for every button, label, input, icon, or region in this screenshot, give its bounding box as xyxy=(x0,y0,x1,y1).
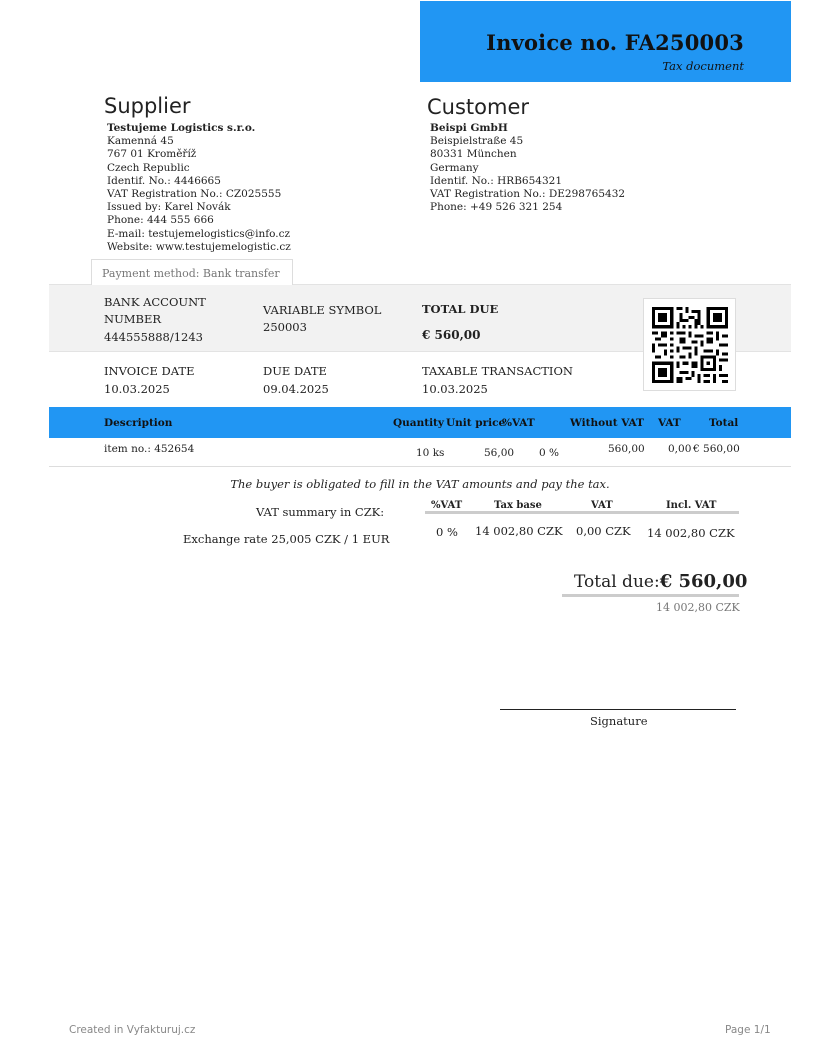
reverse-charge-note: The buyer is obligated to fill in the VAT amounts and pay the tax. xyxy=(230,477,610,491)
taxable-transaction-label: TAXABLE TRANSACTION xyxy=(422,364,573,378)
signature-label: Signature xyxy=(590,714,648,728)
col-vat: VAT xyxy=(658,417,681,429)
grand-total-label: Total due: xyxy=(574,572,660,592)
due-date-value: 09.04.2025 xyxy=(263,382,329,396)
item-description: item no.: 452654 xyxy=(104,443,195,455)
customer-details xyxy=(430,122,625,214)
invoice-title: Invoice no. FA250003 xyxy=(486,30,744,55)
grand-total-value: € 560,00 xyxy=(659,571,748,592)
customer-line: Phone: +49 526 321 254 xyxy=(430,201,563,214)
vat-col-percent: %VAT xyxy=(431,500,463,511)
customer-line: 80331 München xyxy=(430,148,517,161)
variable-symbol-value: 250003 xyxy=(263,320,307,334)
vat-row-percent: 0 % xyxy=(436,525,458,539)
footer-page-number: Page 1/1 xyxy=(725,1024,771,1036)
supplier-line: Identif. No.: 4446665 xyxy=(107,174,221,187)
payment-method-tab: Payment method: Bank transfer xyxy=(91,259,293,285)
supplier-line: Website: www.testujemelogistic.cz xyxy=(107,240,291,253)
bank-account-label-line: NUMBER xyxy=(104,312,162,326)
supplier-line: Phone: 444 555 666 xyxy=(107,214,214,227)
supplier-line: Issued by: Karel Novák xyxy=(107,201,231,214)
qr-payment-code xyxy=(643,298,736,391)
qr-code-icon xyxy=(652,307,728,383)
grand-total-czk: 14 002,80 CZK xyxy=(656,601,740,614)
footer-created-in: Created in Vyfakturuj.cz xyxy=(69,1024,196,1036)
vat-summary-rule xyxy=(425,511,739,514)
supplier-details xyxy=(107,122,291,254)
vat-row-vat: 0,00 CZK xyxy=(576,524,631,538)
vat-row-tax-base: 14 002,80 CZK xyxy=(475,524,563,538)
vat-col-incl-vat: Incl. VAT xyxy=(666,500,717,511)
col-vat-percent: %VAT xyxy=(502,417,535,429)
customer-heading: Customer xyxy=(427,95,530,119)
invoice-subtitle: Tax document xyxy=(662,59,744,73)
supplier-line: 767 01 Kroměříž xyxy=(107,148,197,161)
col-quantity: Quantity xyxy=(393,417,445,429)
vat-col-tax-base: Tax base xyxy=(494,500,542,511)
supplier-line: VAT Registration No.: CZ025555 xyxy=(107,188,282,201)
items-table-header xyxy=(49,407,791,438)
variable-symbol-label: VARIABLE SYMBOL xyxy=(263,303,382,317)
item-total: € 560,00 xyxy=(693,443,740,455)
due-date-label: DUE DATE xyxy=(263,364,327,378)
total-due-label: TOTAL DUE xyxy=(422,302,499,316)
taxable-transaction-value: 10.03.2025 xyxy=(422,382,488,396)
vat-col-vat: VAT xyxy=(591,500,613,511)
table-row xyxy=(0,440,840,464)
item-unit-price: 56,00 xyxy=(484,447,515,459)
customer-line: Beispielstraße 45 xyxy=(430,135,524,148)
invoice-title-banner xyxy=(420,1,791,82)
table-row-divider xyxy=(49,466,791,467)
customer-name: Beispi GmbH xyxy=(430,122,508,134)
grand-total-rule xyxy=(562,594,739,597)
customer-line: Identif. No.: HRB654321 xyxy=(430,174,563,187)
item-vat-percent: 0 % xyxy=(539,447,559,459)
bank-account-label xyxy=(104,294,206,328)
col-description: Description xyxy=(104,417,173,429)
supplier-line: E-mail: testujemelogistics@info.cz xyxy=(107,227,291,240)
item-quantity: 10 ks xyxy=(416,447,445,459)
invoice-date-label: INVOICE DATE xyxy=(104,364,195,378)
bank-account-value: 444555888/1243 xyxy=(104,330,203,344)
grand-total xyxy=(574,571,747,592)
col-without-vat: Without VAT xyxy=(570,417,644,429)
col-total: Total xyxy=(709,417,739,429)
col-unit-price: Unit price xyxy=(446,417,506,429)
supplier-line: Kamenná 45 xyxy=(107,135,174,148)
item-without-vat: 560,00 xyxy=(608,443,645,455)
customer-line: VAT Registration No.: DE298765432 xyxy=(430,188,626,201)
vat-row-incl-vat: 14 002,80 CZK xyxy=(647,526,735,540)
supplier-heading: Supplier xyxy=(104,94,191,118)
vat-summary-label: VAT summary in CZK: xyxy=(256,505,385,519)
bank-account-label-line: BANK ACCOUNT xyxy=(104,295,206,309)
total-due-value: € 560,00 xyxy=(422,328,481,342)
supplier-name: Testujeme Logistics s.r.o. xyxy=(107,122,256,134)
exchange-rate: Exchange rate 25,005 CZK / 1 EUR xyxy=(183,532,390,546)
customer-line: Germany xyxy=(430,161,479,174)
invoice-date-value: 10.03.2025 xyxy=(104,382,170,396)
item-vat: 0,00 xyxy=(668,443,692,455)
supplier-line: Czech Republic xyxy=(107,161,190,174)
signature-line xyxy=(500,709,736,710)
